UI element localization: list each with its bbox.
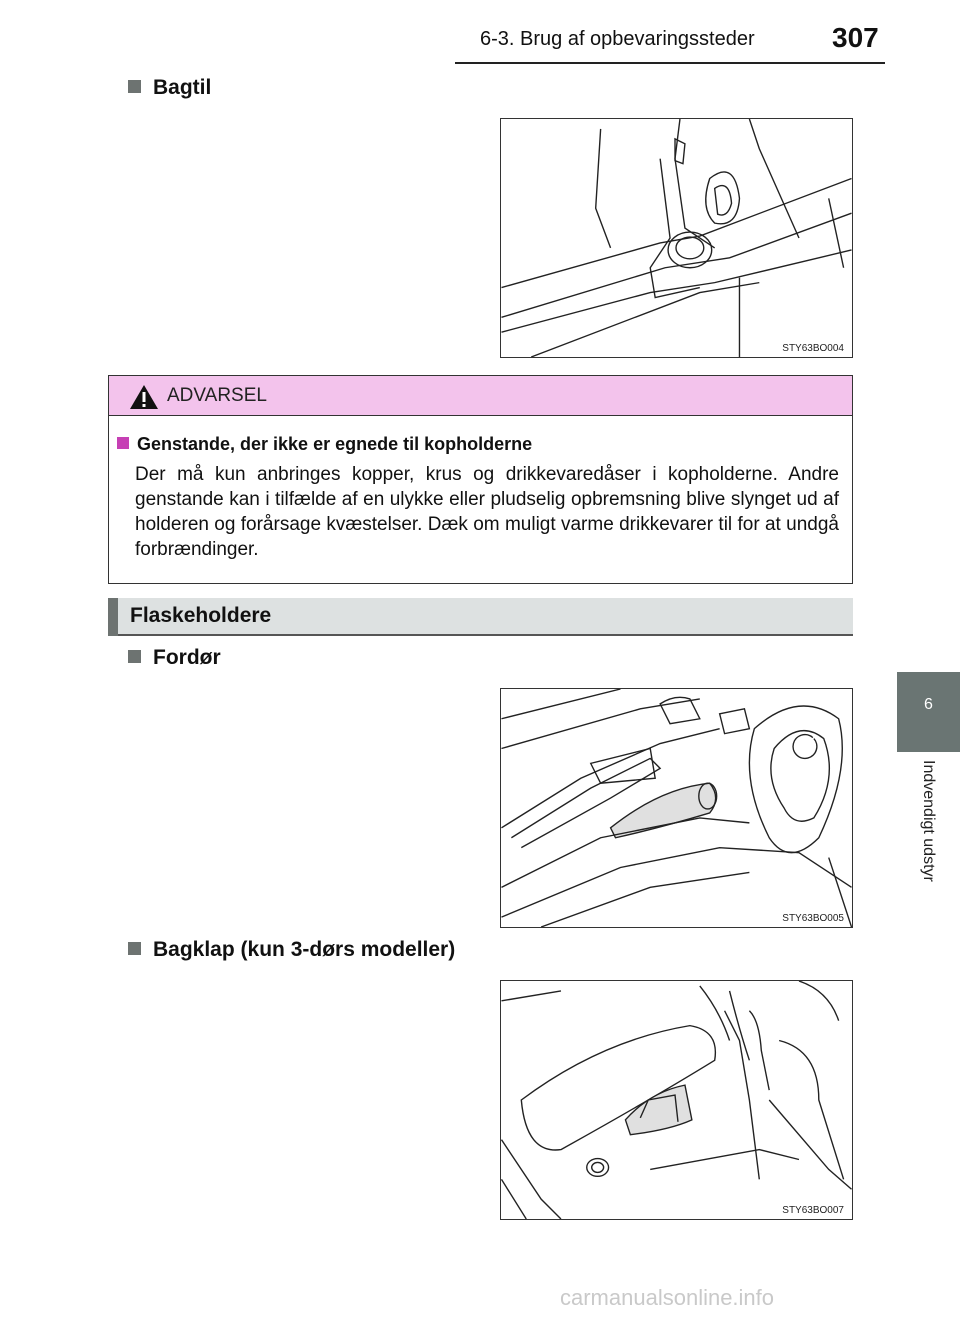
subhead-bagklap bbox=[128, 938, 455, 962]
figure-code-bagtil: STY63BO004 bbox=[782, 343, 844, 354]
warning-subtitle bbox=[117, 434, 532, 455]
chapter-title-vertical bbox=[897, 760, 960, 940]
warning-box bbox=[108, 375, 853, 584]
bullet-square-icon bbox=[128, 80, 141, 93]
header-divider bbox=[455, 62, 885, 64]
warning-subtitle-text: Genstande, der ikke er egnede til kopholderne bbox=[137, 434, 533, 454]
section-band-flaskeholdere bbox=[108, 598, 853, 636]
page-number: 307 bbox=[832, 22, 879, 53]
warning-label: ADVARSEL bbox=[167, 385, 267, 406]
warning-body: Der må kun anbringes kopper, krus og drikkevaredåser i kopholderne. Andre genstande kan i tilfælde af en ulykke eller pludselig opbremsning blive slynget ud af holderen og forårsage kvæstelser. Dæk om muligt varme drikkevarer til for at undgå forbrændinger. bbox=[135, 464, 839, 560]
figure-bagtil bbox=[500, 118, 853, 358]
section-title: 6-3. Brug af opbevaringssteder bbox=[480, 28, 755, 50]
bullet-square-icon bbox=[128, 942, 141, 955]
subhead-bagklap-label: Bagklap (kun 3-dørs modeller) bbox=[153, 938, 456, 961]
bullet-square-icon bbox=[128, 650, 141, 663]
subhead-bagtil-label: Bagtil bbox=[153, 76, 212, 99]
figure-code-bagklap: STY63BO007 bbox=[782, 1205, 844, 1216]
section-heading-flaskeholdere: Flaskeholdere bbox=[130, 604, 272, 627]
rear-cupholder-illustration bbox=[501, 119, 852, 357]
figure-bagklap bbox=[500, 980, 853, 1220]
subhead-fordor bbox=[128, 646, 221, 670]
watermark: carmanualsonline.info bbox=[560, 1285, 775, 1310]
subhead-fordor-label: Fordør bbox=[153, 646, 221, 669]
warning-triangle-icon bbox=[129, 384, 159, 410]
figure-fordor bbox=[500, 688, 853, 928]
chapter-title: Indvendigt udstyr bbox=[919, 760, 937, 882]
band-accent-bar bbox=[108, 598, 118, 636]
subhead-bagtil bbox=[128, 76, 211, 100]
figure-code-fordor: STY63BO005 bbox=[782, 913, 844, 924]
chapter-number: 6 bbox=[924, 696, 933, 713]
back-door-bottle-holder-illustration bbox=[501, 981, 852, 1219]
warning-header bbox=[109, 376, 852, 416]
front-door-bottle-holder-illustration bbox=[501, 689, 852, 927]
warning-bullet-square-icon bbox=[117, 437, 129, 449]
